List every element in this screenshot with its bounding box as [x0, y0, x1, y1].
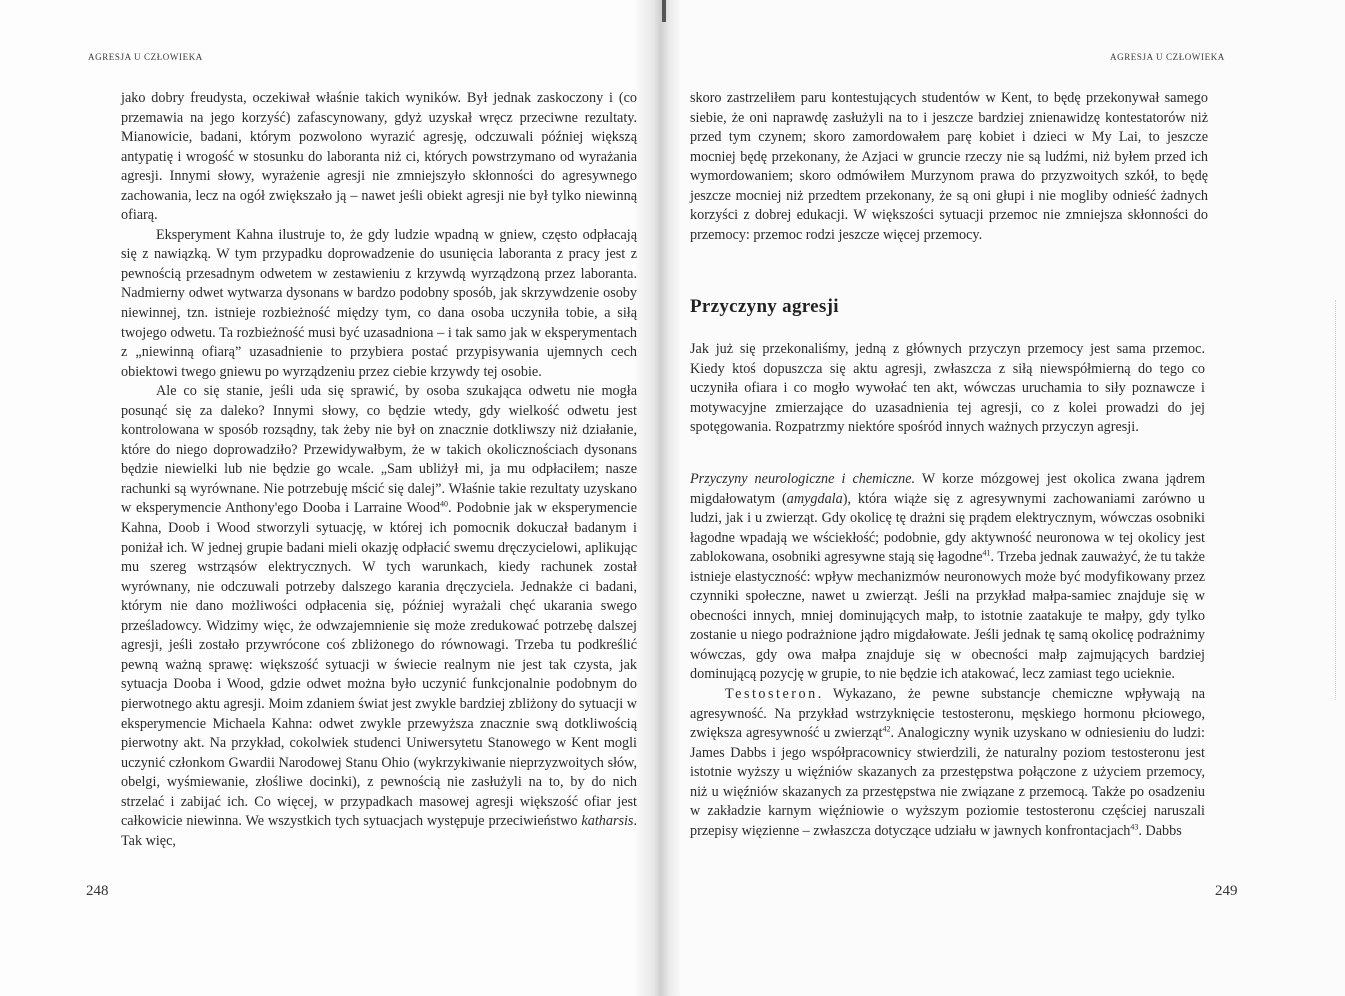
running-head-right: AGRESJA U CZŁOWIEKA: [1110, 52, 1225, 62]
paragraph: [690, 470, 1205, 685]
right-page-body-bottom: [690, 470, 1205, 841]
section-heading: Przyczyny agresji: [690, 296, 839, 317]
paragraph: [121, 382, 637, 851]
text-run: . Trzeba jednak zauważyć, że tu także istnieje elastyczność: wpływ mechanizmów neuronowych może być modyfikowany przez czynniki społeczne, nawet u zwierząt. Jeśli na przykład małpa-samiec znajduje się w obecności innych, mniej dominujących małp, to istotnie zaatakuje te małpy, gdy tylko zostanie u niego podrażnione jądro migdałowate. Jeśli jednak tę samą okolicę podrażnimy wówczas, gdy owa małpa znajduje się w obecności małp zajmujących bardziej dominującą pozycję w grupie, to nie będzie ich atakować, lecz zamiast tego ucieknie.: [690, 549, 1205, 683]
paragraph: Jak już się przekonaliśmy, jedną z głównych przyczyn przemocy jest sama przemoc. Kiedy ktoś dopuszcza się aktu agresji, zwłaszcza z siłą niewspółmierną do tego co uczyniła ofiara i co mogło wywołać ten akt, wówczas uruchamia to siły poznawcze i motywacyjne zmierzające do uzasadnienia tej agresji, co z kolei prowadzi do jej spotęgowania. Rozpatrzmy niektóre spośród innych ważnych przyczyn agresji.: [690, 341, 1205, 436]
text-run: . Tak więc,: [121, 813, 637, 849]
text-run: . Podobnie jak w eksperymencie Kahna, Doob i Wood stworzyli sytuację, w której ich pomocnik dokuczał badanym i poniżał ich. W jednej grupie badani mieli okazję odpłacić swemu dręczycielowi, aplikując mu szereg wstrząsów elektrycznych. W tych warunkach, kiedy rachunek został wyrównany, nie odczuwali potrzeby dalszego karania dręczyciela. Jednakże ci badani, którym nie dano możliwości odpłacenia się, później wyrażali chęć ukarania swego prześladowcy. Widzimy więc, że odwzajemnienie się może zredukować potrzebę dalszej agresji, jeśli zostało przywrócone coś zbliżonego do równowagi. Trzeba tu podkreślić pewną ważną sprawę: większość sytuacji w świecie realnym nie jest tak czysta, jak sytuacja Dooba i Wood, gdzie odwet można było uczynić funkcjonalnie podobnym do pierwotnego aktu agresji. Moim zdaniem świat jest zwykle bardziej zbliżony do sytuacji w eksperymencie Michaela Kahna: odwet zwykle przewyższa znacznie swą dotkliwością pierwotny akt. Na przykład, cokolwiek studenci Uniwersytetu Stanowego w Kent mogli uczynić członkom Gwardii Narodowej Stanu Ohio (wykrzykiwanie nieprzyzwoitych słów, obelgi, wyśmiewanie, złośliwe docinki), z pewnością nie zasłużyli na to, by do nich strzelać i zabijać ich. Co więcej, w przypadkach masowej agresji większość ofiar jest całkowicie niewinna. We wszystkich tych sytuacjach występuje przeciwieństwo: [121, 500, 637, 830]
paragraph: skoro zastrzeliłem paru kontestujących studentów w Kent, to będę przekonywał samego siebie, że oni naprawdę zasłużyli na to i jeszcze bardziej znienawidzę kontestatorów niż przed tym czynem; skoro zamordowałem parę kobiet i dzieci w My Lai, to jeszcze mocniej będę przekonany, że Azjaci w gruncie rzeczy nie są ludźmi, niż byłem przed ich wymordowaniem; skoro odmówiłem Murzynom prawa do przyzwoitych szkół, to będę jeszcze mocniej niż przedtem przekonany, że są oni głupi i nie mogliby odnieść żadnych korzyści z dobrej edukacji. W większości sytuacji przemoc nie zmniejsza skłonności do przemocy: przemoc rodzi jeszcze więcej przemocy.: [690, 90, 1208, 243]
paragraph: jako dobry freudysta, oczekiwał właśnie takich wyników. Był jednak zaskoczony i (co przemawia na jego korzyść) zafascynowany, gdyż uzyskał wręcz przeciwne rezultaty. Mianowicie, badani, którym pozwolono wyrazić agresję, odczuwali później większą antypatię i wrogość w stosunku do laboranta niż ci, których powstrzymano od wyrażania agresji. Innymi słowy, wyrażenie agresji nie zmniejszyło skłonności do agresywnego zachowania, lecz na ogół zwiększało ją – nawet jeśli obiekt agresji nie był tylko niewinną ofiarą.: [121, 90, 637, 224]
page-number-left: 248: [86, 883, 109, 899]
text-run: Ale co się stanie, jeśli uda się sprawić, by osoba szukająca odwetu nie mogła posunąć się za daleko? Innymi słowy, co będzie wtedy, gdy wielkość odwetu jest kontrolowana w sposób rozsądny, tak żeby nie był on znacznie dotkliwszy niż działanie, które do niego doprowadziło? Przewidywałbym, że w takich okolicznościach dysonans będzie niewielki lub nie będzie go wcale. „Sam ubliżył mi, ja mu odpłaciłem; nasze rachunki są wyrównane. Nie potrzebuję mścić się dalej”. Właśnie takie rezultaty uzyskano w eksperymencie Anthony'ego Dooba i Larraine Wood: [121, 383, 637, 517]
binding-mark: [662, 0, 666, 22]
footnote-ref: 41: [982, 548, 991, 558]
paragraph: [690, 685, 1205, 841]
right-page-intro: [690, 340, 1205, 438]
footnote-ref: 42: [882, 724, 891, 734]
text-run: . Dabbs: [1138, 822, 1182, 839]
italic-subheading: Przyczyny neurologiczne i chemiczne.: [690, 471, 916, 487]
page-edge-shadow: [1335, 300, 1338, 700]
book-gutter: [632, 0, 680, 996]
text-run: W korze mózgowej jest okolica zwana jądrem migdałowatym (: [690, 471, 1205, 507]
paragraph: Eksperyment Kahna ilustruje to, że gdy ludzie wpadną w gniew, często odpłacają się z nawiązką. W tym przypadku doprowadzenie do usunięcia laboranta z pracy jest z pewnością przesadnym odwetem w zestawieniu z krzywdą wyrządzoną przez laboranta. Nadmierny odwet wytwarza dysonans w bardzo podobny sposób, jak skrzywdzenie osoby niewinnej, tzn. istnieje rozbieżność między tym, co dana osoba uczyniła tobie, a siłą twojego odwetu. Ta rozbieżność musi być uzasadniona – i tak samo jak w eksperymentach z „niewinną ofiarą” uzasadnienie to przybiera postać przypisywania ujemnych cech obiektowi twego gniewu po wyrządzeniu przez ciebie krzywdy tej osobie.: [121, 226, 637, 380]
spaced-subheading: Testosteron: [725, 686, 818, 703]
right-page-body-top: [690, 89, 1208, 245]
text-run: . Wykazano, że pewne substancje chemiczne wpływają na agresywność. Na przykład wstrzyknięcie testosteronu, męskiego hormonu płciowego, zwiększa agresywność u zwierząt: [690, 686, 1205, 742]
running-head-left: AGRESJA U CZŁOWIEKA: [88, 52, 203, 62]
page-number-right: 249: [1215, 883, 1238, 899]
italic-term: katharsis: [581, 813, 634, 830]
text-run: ), która wiąże się z agresywnymi zachowaniami zarówno u ludzi, jak i u zwierząt. Gdy okolicę tę drażni się prądem elektrycznym, wówczas osobniki łagodne wpadają we wściekłość; podobnie, gdy aktywność neuronowa w tej okolicy jest zablokowana, osobniki agresywne stają się łagodne: [690, 490, 1205, 566]
italic-term: amygdala: [786, 490, 843, 507]
footnote-ref: 43: [1130, 822, 1139, 832]
footnote-ref: 40: [440, 499, 449, 509]
text-run: . Analogiczny wynik uzyskano w odniesieniu do ludzi: James Dabbs i jego współpracownicy stwierdzili, że naturalny poziom testosteronu jest istotnie wyższy u więźniów skazanych za przestępstwa połączone z użyciem przemocy, niż u więźniów skazanych za przestępstwa nie związane z przemocą. Także po osadzeniu w zakładzie karnym więźniowie o wyższym poziomie testosteronu częściej naruszali przepisy więzienne – zwłaszcza dotyczące udziału w jawnych konfrontacjach: [690, 725, 1205, 839]
left-page-body: [121, 89, 637, 851]
